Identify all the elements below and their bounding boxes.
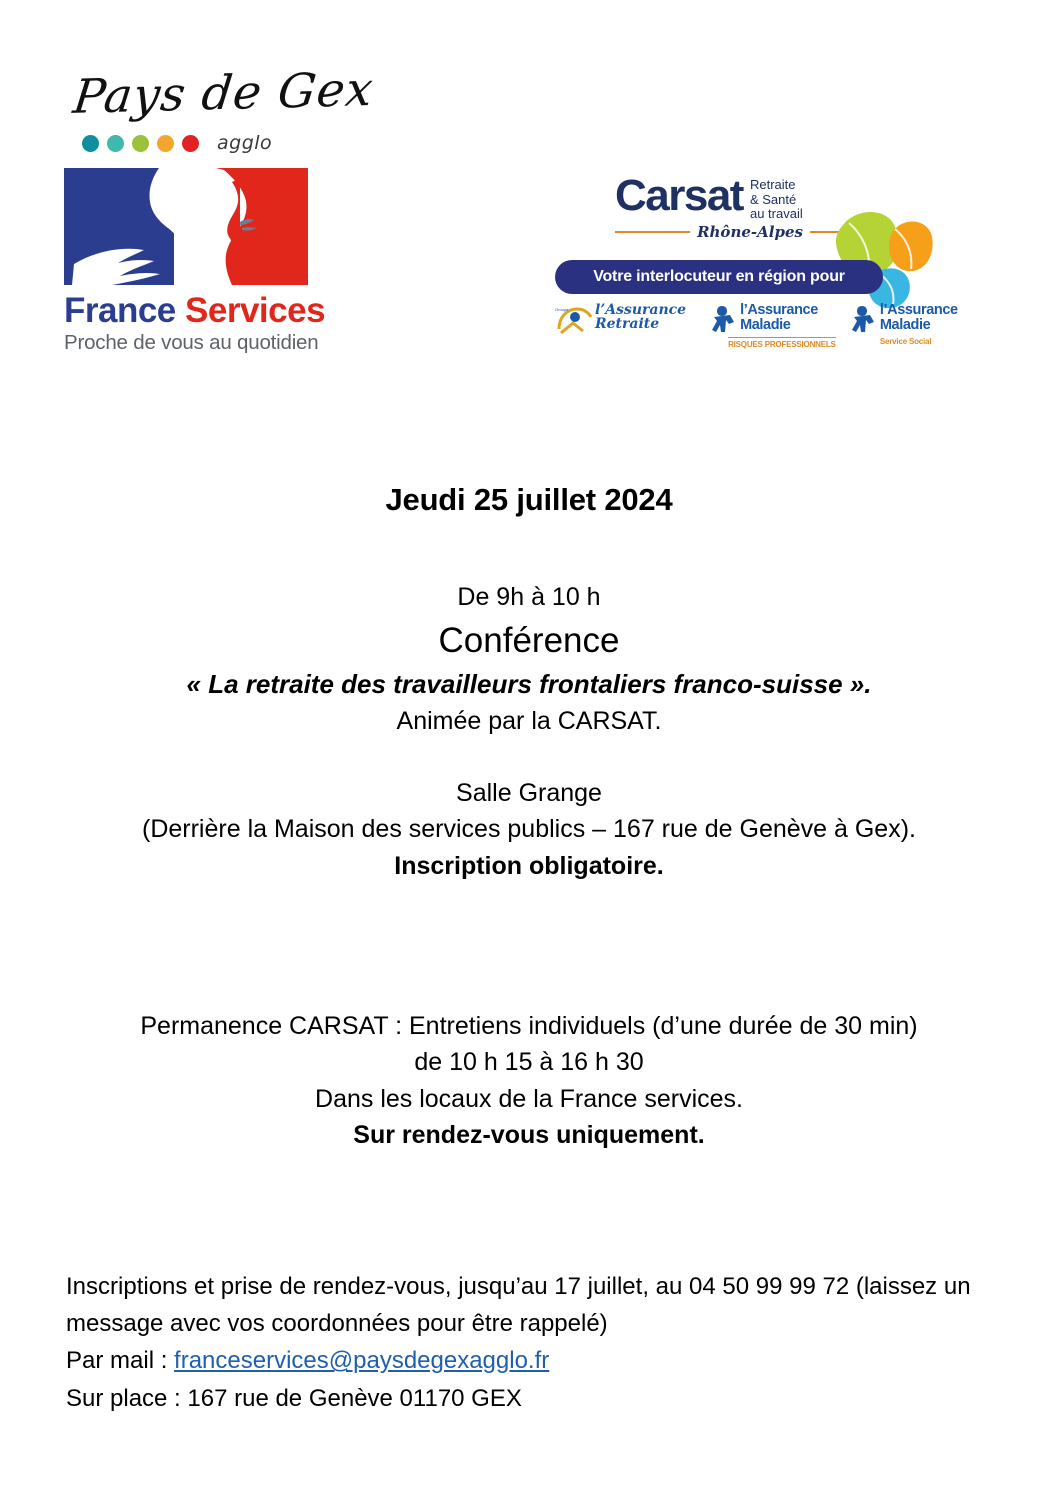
carsat-subtitle-line-3: au travail <box>749 206 803 222</box>
assurance-retraite-text <box>595 303 686 331</box>
permanence-line-1: Permanence CARSAT : Entretiens individuels (d’une durée de 30 min) <box>140 1012 918 1040</box>
dot-aqua <box>107 135 124 152</box>
pays-de-gex-wordmark: Pays de Gex <box>70 62 377 125</box>
svg-text:Groupe: Groupe <box>555 307 569 312</box>
carsat-name-block <box>615 171 803 222</box>
dot-green <box>132 135 149 152</box>
carsat-wordmark: Carsat <box>615 171 743 220</box>
assurance-maladie-rp-icon <box>710 303 738 333</box>
dot-orange <box>157 135 174 152</box>
dot-red <box>182 135 199 152</box>
contact-block <box>66 1268 996 1417</box>
carsat-banner <box>555 260 883 294</box>
agglo-label: agglo <box>217 132 273 154</box>
france-word: France <box>64 291 176 330</box>
assurance-retraite-logo <box>553 303 686 337</box>
page-title: Jeudi 25 juillet 2024 <box>385 482 673 517</box>
assurance-maladie-rp-text <box>740 303 818 332</box>
carsat-subtitle-line-1: Retraite <box>749 177 796 192</box>
retraite-line-1: l’Assurance <box>595 302 687 318</box>
assurance-retraite-icon <box>553 303 593 337</box>
venue-block <box>0 775 1058 884</box>
conference-presenter: Animée par la CARSAT. <box>396 707 662 736</box>
maladie-rp-line-2: Maladie <box>740 316 791 333</box>
france-services-wordmark <box>64 291 326 330</box>
carsat-subtitle <box>750 178 803 222</box>
rule-left <box>615 231 690 233</box>
conference-hours: De 9h à 10 h <box>457 583 601 611</box>
carsat-subtitle-line-2: & Santé <box>749 191 797 207</box>
registration-notice: Inscription obligatoire. <box>394 851 664 880</box>
assurance-maladie-rp-logo <box>710 302 836 349</box>
conference-heading: Conférence <box>438 620 620 660</box>
assurance-maladie-ss-text <box>880 303 958 332</box>
assurance-maladie-ss-icon <box>850 303 878 333</box>
maladie-ss-line-2: Maladie <box>879 316 931 333</box>
france-services-logo <box>64 168 326 354</box>
carsat-banner-text: Votre interlocuteur en région pour <box>593 268 845 285</box>
conference-theme: « La retraite des travailleurs frontaliers franco-suisse ». <box>186 669 872 699</box>
services-word: Services <box>185 291 326 330</box>
retraite-line-2: Retraite <box>595 316 660 332</box>
carsat-region-label: Rhône-Alpes <box>697 223 803 241</box>
maladie-ss-line-1: l’Assurance <box>879 302 958 318</box>
carsat-brand-row <box>550 302 958 349</box>
contact-mail-row <box>66 1342 996 1379</box>
venue-room: Salle Grange <box>456 779 602 807</box>
conference-block <box>0 580 1058 740</box>
france-services-tagline: Proche de vous au quotidien <box>64 330 319 354</box>
contact-mail-link[interactable]: franceservices@paysdegexagglo.fr <box>174 1347 550 1375</box>
permanence-block <box>0 1008 1058 1153</box>
maladie-rp-note: RISQUES PROFESSIONNELS <box>728 337 836 349</box>
permanence-line-4: Sur rendez-vous uniquement. <box>353 1120 705 1149</box>
contact-onsite: Sur place : 167 rue de Genève 01170 GEX <box>66 1384 522 1412</box>
assurance-maladie-ss-logo <box>850 302 958 346</box>
permanence-line-2: de 10 h 15 à 16 h 30 <box>414 1048 644 1077</box>
pays-de-gex-logo <box>62 62 377 165</box>
marianne-flag-icon <box>64 168 308 285</box>
venue-address: (Derrière la Maison des services publics – 167 rue de Genève à Gex). <box>142 815 916 844</box>
contact-mail-label: Par mail : <box>66 1347 175 1375</box>
permanence-line-3: Dans les locaux de la France services. <box>315 1084 743 1113</box>
pays-de-gex-dot-row <box>82 132 272 154</box>
marianne-profile-icon <box>64 168 308 285</box>
maladie-ss-note: Service Social <box>879 337 932 346</box>
dot-teal <box>82 135 99 152</box>
carsat-logo <box>545 171 958 365</box>
maladie-rp-line-1: l’Assurance <box>740 302 818 318</box>
header-logos <box>0 0 1058 400</box>
contact-registration: Inscriptions et prise de rendez-vous, jusqu’au 17 juillet, au 04 50 99 99 72 (laissez un message avec vos coordonnées pour être rappelé) <box>66 1273 971 1338</box>
